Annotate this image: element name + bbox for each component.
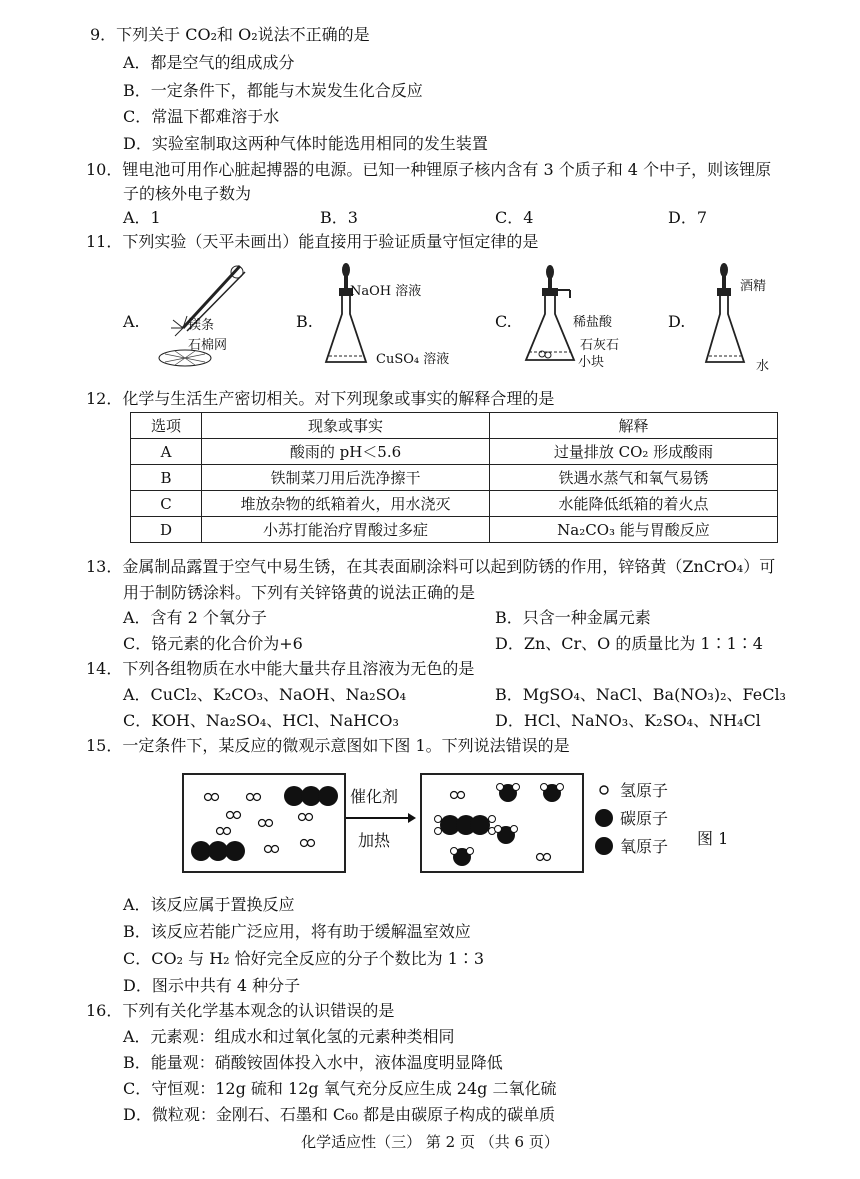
table-row xyxy=(131,439,778,465)
col-option-header: 选项 xyxy=(131,413,202,439)
question-14-stem: 14．下列各组物质在水中能大量共存且溶液为无色的是 xyxy=(86,659,475,678)
q16-option-c: C．守恒观：12g 硫和 12g 氧气充分反应生成 24g 二氧化硫 xyxy=(123,1079,557,1098)
table-cell: A xyxy=(131,439,202,465)
question-15-stem: 15．一定条件下，某反应的微观示意图如下图 1。下列说法错误的是 xyxy=(86,736,570,755)
h2o-molecule-icon xyxy=(541,784,564,803)
question-11-stem: 11．下列实验（天平未画出）能直接用于验证质量守恒定律的是 xyxy=(86,232,539,251)
table-cell: B xyxy=(131,465,202,491)
q15-option-a: A．该反应属于置换反应 xyxy=(123,895,295,914)
hydrogen-atom-icon xyxy=(600,786,608,794)
q12-table xyxy=(130,412,778,543)
h2o-molecule-icon xyxy=(451,848,474,867)
q10-option-b: B．3 xyxy=(320,208,358,227)
carbon-atom-icon xyxy=(595,809,613,827)
arrow-label-catalyst: 催化剂 xyxy=(350,787,399,806)
col-phenomenon-header: 现象或事实 xyxy=(202,413,490,439)
arrow-label-heat: 加热 xyxy=(358,831,391,850)
q9-option-c: C．常温下都难溶于水 xyxy=(123,107,280,126)
q11-letter-d: D. xyxy=(668,312,686,331)
q13-option-b: B．只含一种金属元素 xyxy=(495,608,651,627)
q10-option-a: A．1 xyxy=(123,208,161,227)
label-asbestos-mesh: 石棉网 xyxy=(188,338,228,353)
q9-option-b: B．一定条件下，都能与木炭发生化合反应 xyxy=(123,81,423,100)
table-cell: 铁制菜刀用后洗净擦干 xyxy=(202,465,490,491)
q11-letter-b: B. xyxy=(296,312,313,331)
q14-option-b: B．MgSO₄、NaCl、Ba(NO₃)₂、FeCl₃ xyxy=(495,685,786,704)
table-cell: 小苏打能治疗胃酸过多症 xyxy=(202,517,490,543)
label-cuso4: CuSO₄ 溶液 xyxy=(376,352,450,367)
q14-option-a: A．CuCl₂、K₂CO₃、NaOH、Na₂SO₄ xyxy=(123,685,407,704)
h2o-molecule-icon xyxy=(495,826,518,845)
q11-letter-a: A. xyxy=(123,312,140,331)
col-explanation-header: 解释 xyxy=(490,413,778,439)
table-cell: C xyxy=(131,491,202,517)
figure-1-label: 图 1 xyxy=(697,829,729,848)
h2o-molecule-icon xyxy=(497,784,520,803)
q9-option-d: D．实验室制取这两种气体时能选用相同的发生装置 xyxy=(123,134,488,153)
table-cell: 水能降低纸箱的着火点 xyxy=(490,491,778,517)
question-12-stem: 12．化学与生活生产密切相关。对下列现象或事实的解释合理的是 xyxy=(86,389,555,408)
products-box xyxy=(420,773,584,873)
reaction-arrow xyxy=(344,784,414,856)
label-naoh: NaOH 溶液 xyxy=(350,284,422,299)
question-10-stem-line1: 10．锂电池可用作心脏起搏器的电源。已知一种锂原子核内含有 3 个质子和 4 个中子，则该锂原 xyxy=(86,160,772,179)
question-13-stem-line1: 13．金属制品露置于空气中易生锈，在其表面刷涂料可以起到防锈的作用，锌铬黄（ZnCrO₄）可 xyxy=(86,557,776,576)
legend-icons xyxy=(594,780,614,860)
q10-option-d: D．7 xyxy=(668,208,708,227)
question-13-stem-line2: 用于制防锈涂料。下列有关锌铬黄的说法正确的是 xyxy=(123,583,476,602)
table-cell: 过量排放 CO₂ 形成酸雨 xyxy=(490,439,778,465)
q13-option-c: C．铬元素的化合价为+6 xyxy=(123,634,303,653)
label-mg-ribbon: 镁条 xyxy=(188,318,215,333)
label-water: 水 xyxy=(756,359,770,374)
q16-option-d: D．微粒观：金刚石、石墨和 C₆₀ 都是由碳原子构成的碳单质 xyxy=(123,1105,556,1124)
oxygen-atom-icon xyxy=(595,837,613,855)
table-row xyxy=(131,517,778,543)
q9-option-a: A．都是空气的组成成分 xyxy=(123,53,295,72)
question-10-stem-line2: 子的核外电子数为 xyxy=(123,184,252,203)
reactants-box xyxy=(182,773,346,873)
table-row xyxy=(131,491,778,517)
q16-option-b: B．能量观：硝酸铵固体投入水中，液体温度明显降低 xyxy=(123,1053,503,1072)
q14-option-c: C．KOH、Na₂SO₄、HCl、NaHCO₃ xyxy=(123,711,399,730)
q15-option-d: D．图示中共有 4 种分子 xyxy=(123,976,301,995)
label-small-pieces: 小块 xyxy=(578,355,605,370)
product-molecules xyxy=(422,775,582,871)
legend-hydrogen: 氢原子 xyxy=(620,781,669,800)
legend-oxygen: 氧原子 xyxy=(620,837,669,856)
table-header-row xyxy=(131,413,778,439)
label-limestone: 石灰石 xyxy=(580,338,620,353)
arrow-icon xyxy=(344,812,416,824)
q13-option-a: A．含有 2 个氧分子 xyxy=(123,608,267,627)
q13-option-d: D．Zn、Cr、O 的质量比为 1∶1∶4 xyxy=(495,634,763,653)
q10-option-c: C．4 xyxy=(495,208,534,227)
q15-option-b: B．该反应若能广泛应用，将有助于缓解温室效应 xyxy=(123,922,471,941)
question-9-stem: 9．下列关于 CO₂和 O₂说法不正确的是 xyxy=(90,25,370,44)
apparatus-b-flask xyxy=(320,262,380,374)
q11-letter-c: C. xyxy=(495,312,512,331)
q15-option-c: C．CO₂ 与 H₂ 恰好完全反应的分子个数比为 1∶3 xyxy=(123,949,485,968)
table-cell: 堆放杂物的纸箱着火，用水浇灭 xyxy=(202,491,490,517)
table-row xyxy=(131,465,778,491)
question-16-stem: 16．下列有关化学基本观念的认识错误的是 xyxy=(86,1001,395,1020)
q16-option-a: A．元素观：组成水和过氧化氢的元素种类相同 xyxy=(123,1027,455,1046)
label-hcl: 稀盐酸 xyxy=(573,315,613,330)
reactant-molecules xyxy=(184,775,344,871)
page-footer: 化学适应性（三） 第 2 页 （共 6 页） xyxy=(301,1133,559,1151)
legend-carbon: 碳原子 xyxy=(620,809,669,828)
q14-option-d: D．HCl、NaNO₃、K₂SO₄、NH₄Cl xyxy=(495,711,761,730)
label-alcohol: 酒精 xyxy=(740,279,767,294)
table-cell: 酸雨的 pH＜5.6 xyxy=(202,439,490,465)
table-cell: 铁遇水蒸气和氧气易锈 xyxy=(490,465,778,491)
table-cell: Na₂CO₃ 能与胃酸反应 xyxy=(490,517,778,543)
methanol-molecule-icon xyxy=(435,815,496,835)
table-cell: D xyxy=(131,517,202,543)
